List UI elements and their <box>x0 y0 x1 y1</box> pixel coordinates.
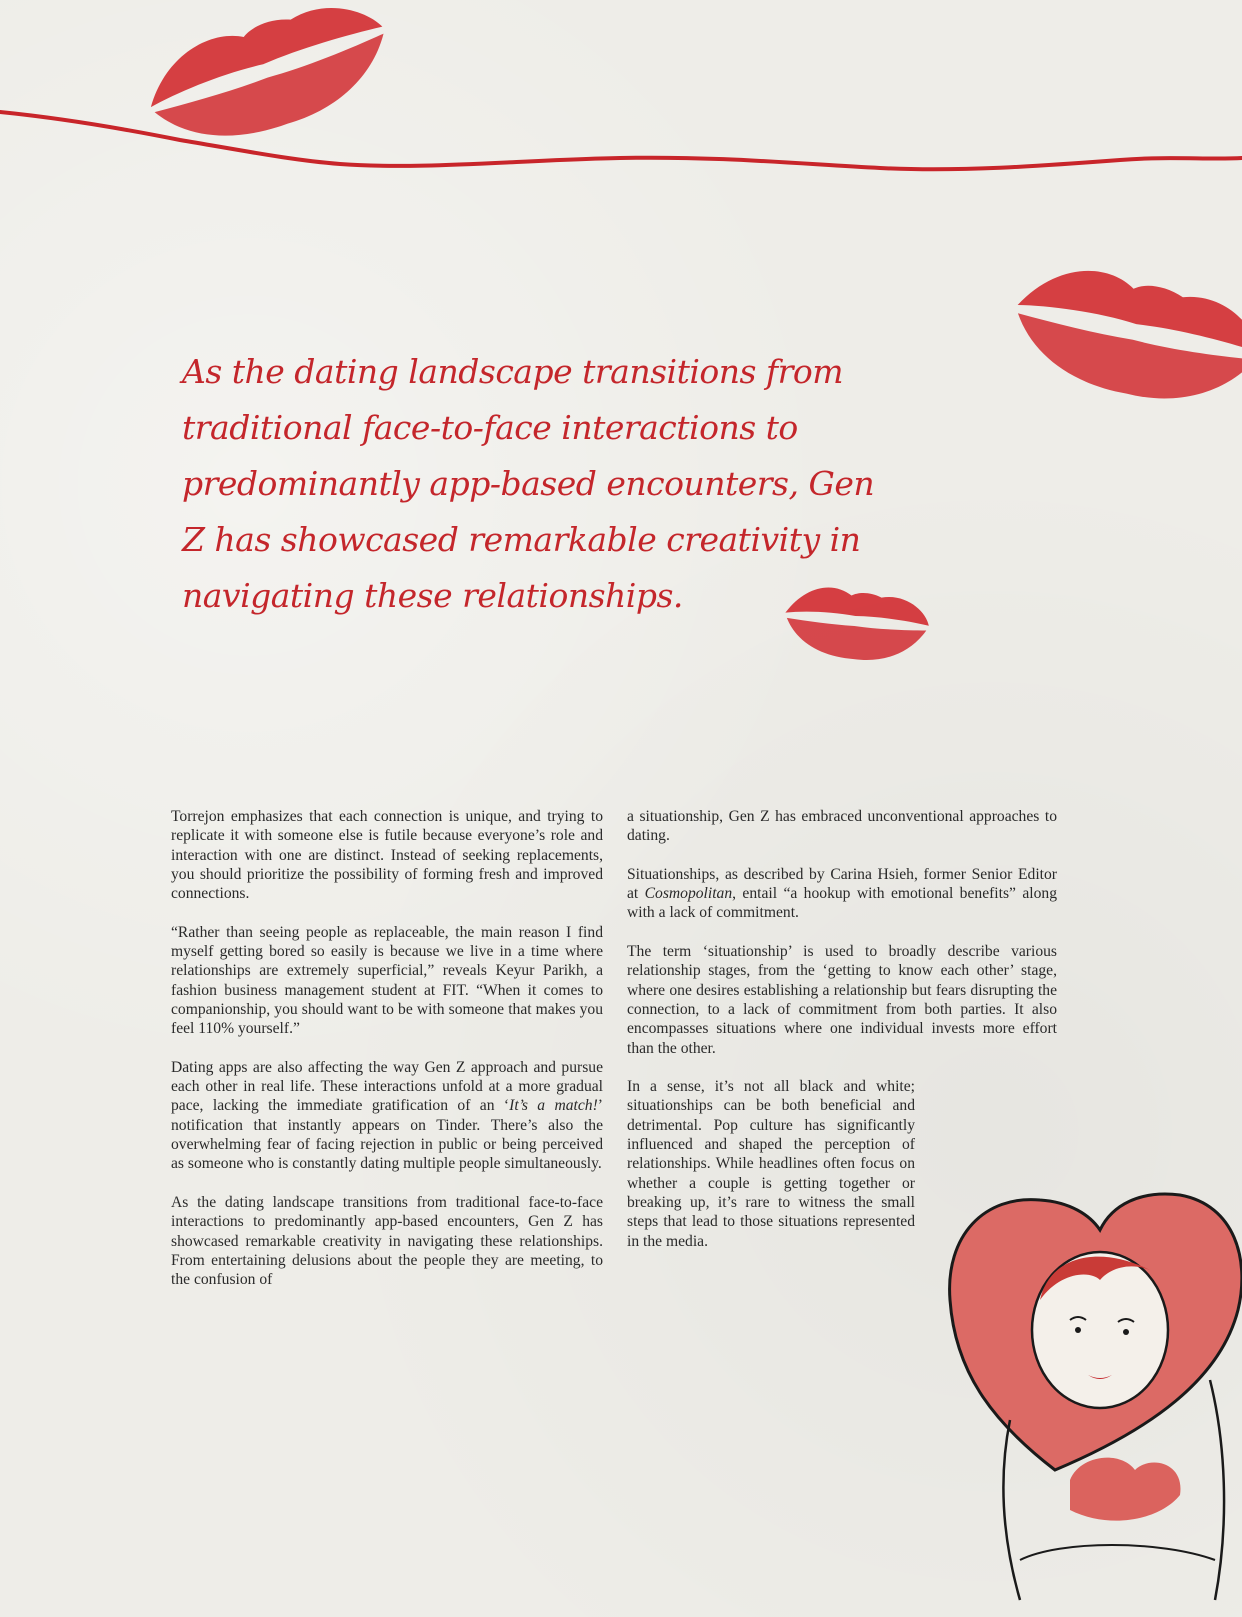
publication-name: Cosmopolitan <box>644 885 733 903</box>
lip-print-right <box>1004 256 1242 418</box>
paragraph: Dating apps are also affecting the way Gen Z approach and pursue each other in real life. These interactions unfold at a more gradual pace, lacking the immediate gratification of an ‘It’s a match!’ notification that instantly appears on Tinder. There’s also the overwhelming fear of facing rejection in public or being perceived as someone who is constantly dating multiple people simultaneously. <box>171 1058 603 1173</box>
article-column-left <box>171 807 603 1309</box>
paragraph: Torrejon emphasizes that each connection is unique, and trying to replicate it with someone else is futile because everyone’s role and interaction with one are distinct. Instead of seeking replacements, you should prioritize the possibility of forming fresh and improved connections. <box>171 808 603 903</box>
pull-quote: As the dating landscape transitions from traditional face-to-face interactions to predominantly app-based encounters, Gen Z has showcased remarkable creativity in navigating these relationships. <box>182 352 875 615</box>
paragraph: The term ‘situationship’ is used to broadly describe various relationship stages, from the ‘getting to know each other’ stage, where one desires establishing a relationship but fears disrupting the connection, to a lack of commitment from both parties. It also encompasses situations where one individual invests more effort than the other. <box>627 943 1057 1057</box>
article-column-right <box>627 807 1057 1270</box>
emphasis: It’s a match! <box>509 1097 598 1115</box>
paragraph: Situationships, as described by Carina Hsieh, former Senior Editor at Cosmopolitan, entail “a hookup with emotional benefits” along with a lack of commitment. <box>627 865 1057 922</box>
paragraph: In a sense, it’s not all black and white; situationships can be both beneficial and detrimental. Pop culture has significantly influenced and shaped the perception of relationships. While headlines often focus on whether a couple is getting together or breaking up, it’s rare to witness the small steps that lead to those situations represented in the media. <box>627 1078 915 1250</box>
paragraph: “Rather than seeing people as replaceable, the main reason I find myself getting bored so easily is because we live in a time where relationships are extremely superficial,” reveals Keyur Parikh, a fashion business management student at FIT. “When it comes to companionship, you should want to be with someone that makes you feel 110% yourself.” <box>171 923 603 1038</box>
paragraph: As the dating landscape transitions from traditional face-to-face interactions to predominantly app-based encounters, Gen Z has showcased remarkable creativity in navigating these relationships. From entertaining delusions about the people they are meeting, to the confusion of <box>171 1193 603 1289</box>
paragraph: a situationship, Gen Z has embraced unconventional approaches to dating. <box>627 808 1057 845</box>
